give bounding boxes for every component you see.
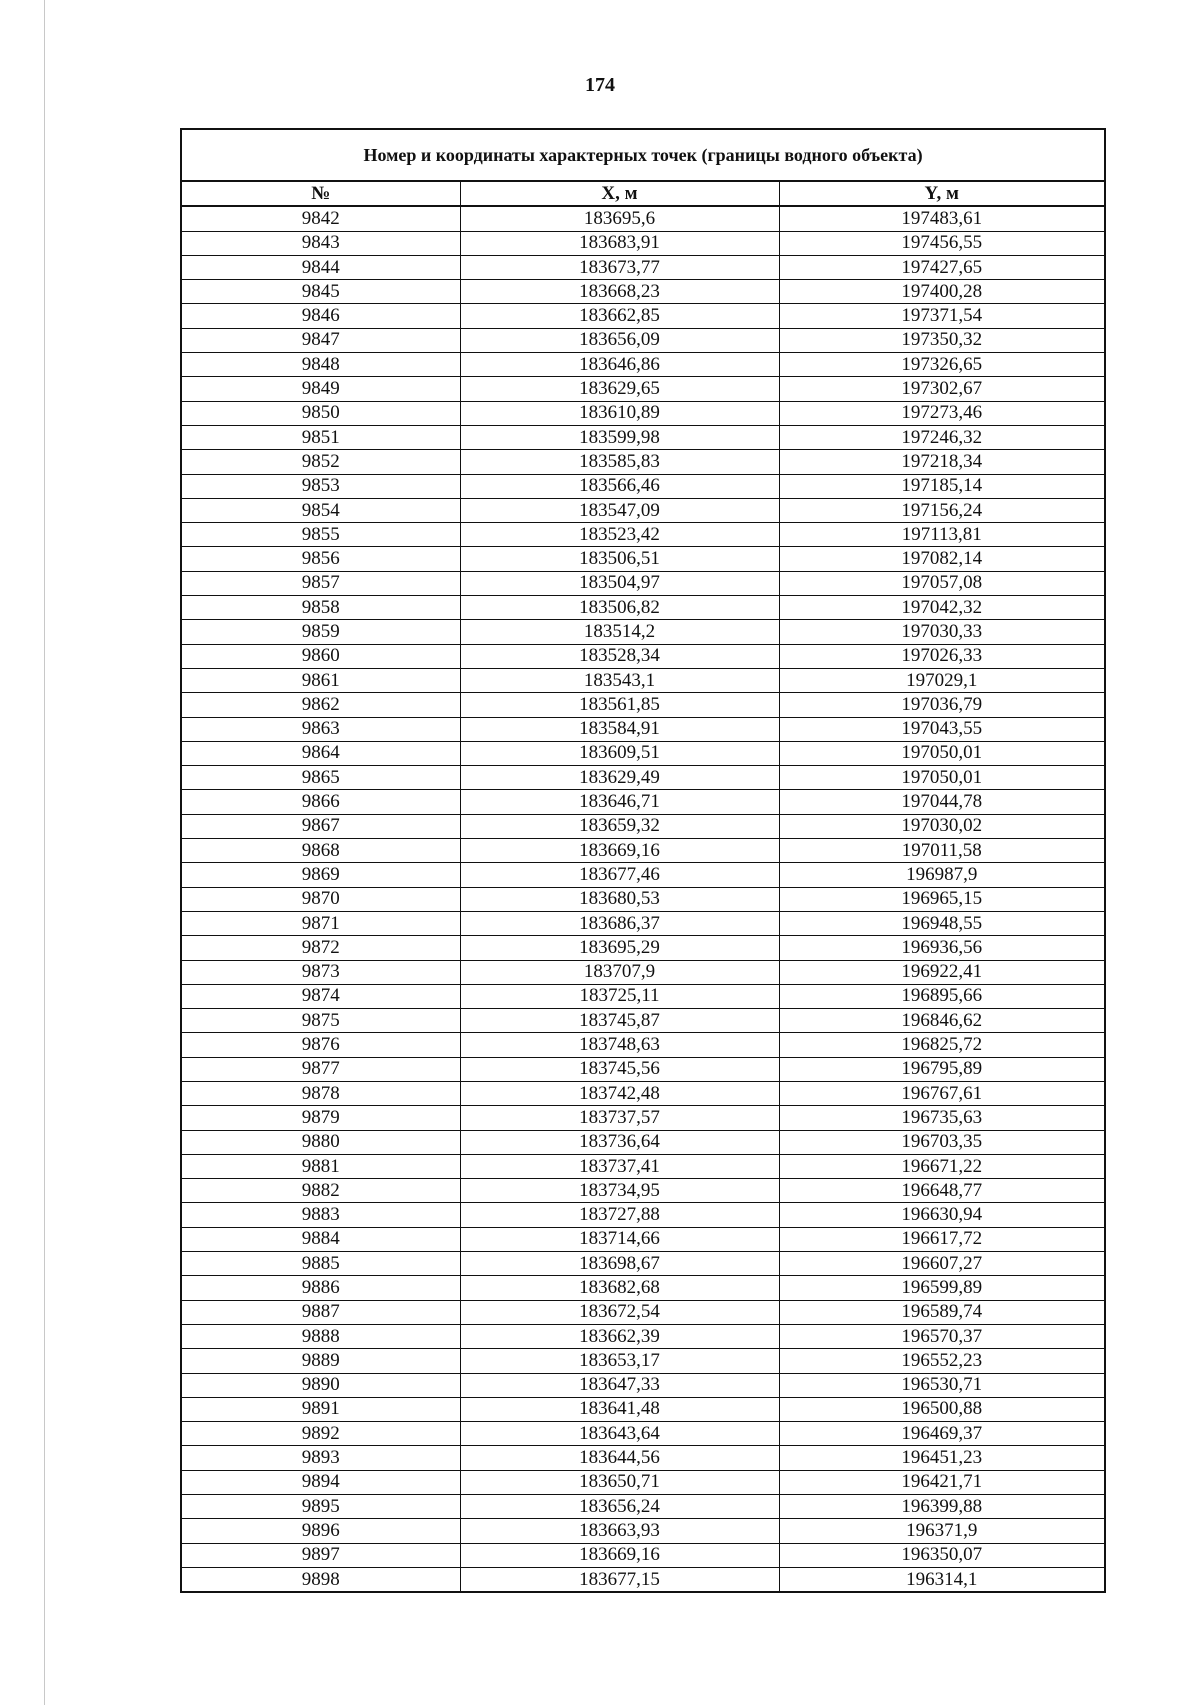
table-row <box>182 206 1104 231</box>
table-row <box>182 523 1104 547</box>
table-row <box>182 644 1104 668</box>
x-coordinate-cell: 183677,46 <box>460 863 779 887</box>
table-row <box>182 911 1104 935</box>
point-number-cell: 9871 <box>182 911 460 935</box>
x-coordinate-cell: 183662,85 <box>460 304 779 328</box>
y-coordinate-cell: 196825,72 <box>779 1033 1104 1057</box>
table-row <box>182 1154 1104 1178</box>
table-row <box>182 766 1104 790</box>
x-coordinate-cell: 183737,41 <box>460 1154 779 1178</box>
x-coordinate-cell: 183682,68 <box>460 1276 779 1300</box>
x-coordinate-cell: 183656,24 <box>460 1495 779 1519</box>
table-row <box>182 887 1104 911</box>
x-coordinate-cell: 183653,17 <box>460 1349 779 1373</box>
y-coordinate-cell: 197050,01 <box>779 766 1104 790</box>
x-coordinate-cell: 183610,89 <box>460 401 779 425</box>
x-coordinate-cell: 183566,46 <box>460 474 779 498</box>
table-row <box>182 255 1104 279</box>
point-number-cell: 9896 <box>182 1519 460 1543</box>
y-coordinate-cell: 197246,32 <box>779 425 1104 449</box>
point-number-cell: 9898 <box>182 1567 460 1591</box>
x-coordinate-cell: 183668,23 <box>460 280 779 304</box>
point-number-cell: 9848 <box>182 353 460 377</box>
table-row <box>182 814 1104 838</box>
table-row <box>182 1397 1104 1421</box>
y-coordinate-cell: 196350,07 <box>779 1543 1104 1567</box>
y-coordinate-cell: 196767,61 <box>779 1081 1104 1105</box>
point-number-cell: 9890 <box>182 1373 460 1397</box>
table-row <box>182 1106 1104 1130</box>
table-row <box>182 839 1104 863</box>
table-row <box>182 596 1104 620</box>
point-number-cell: 9855 <box>182 523 460 547</box>
table-row <box>182 231 1104 255</box>
table-row <box>182 1470 1104 1494</box>
point-number-cell: 9893 <box>182 1446 460 1470</box>
x-coordinate-cell: 183737,57 <box>460 1106 779 1130</box>
y-coordinate-cell: 197030,02 <box>779 814 1104 838</box>
y-coordinate-cell: 196314,1 <box>779 1567 1104 1591</box>
x-coordinate-cell: 183547,09 <box>460 498 779 522</box>
x-coordinate-cell: 183662,39 <box>460 1324 779 1348</box>
y-coordinate-cell: 197483,61 <box>779 206 1104 231</box>
y-coordinate-cell: 196846,62 <box>779 1009 1104 1033</box>
header-number: № <box>182 182 460 206</box>
y-coordinate-cell: 196895,66 <box>779 984 1104 1008</box>
x-coordinate-cell: 183745,56 <box>460 1057 779 1081</box>
y-coordinate-cell: 197082,14 <box>779 547 1104 571</box>
point-number-cell: 9863 <box>182 717 460 741</box>
x-coordinate-cell: 183707,9 <box>460 960 779 984</box>
x-coordinate-cell: 183609,51 <box>460 741 779 765</box>
x-coordinate-cell: 183736,64 <box>460 1130 779 1154</box>
x-coordinate-cell: 183629,49 <box>460 766 779 790</box>
x-coordinate-cell: 183659,32 <box>460 814 779 838</box>
point-number-cell: 9875 <box>182 1009 460 1033</box>
y-coordinate-cell: 197011,58 <box>779 839 1104 863</box>
x-coordinate-cell: 183528,34 <box>460 644 779 668</box>
table-row <box>182 547 1104 571</box>
point-number-cell: 9868 <box>182 839 460 863</box>
point-number-cell: 9849 <box>182 377 460 401</box>
point-number-cell: 9876 <box>182 1033 460 1057</box>
point-number-cell: 9878 <box>182 1081 460 1105</box>
y-coordinate-cell: 197030,33 <box>779 620 1104 644</box>
table-row <box>182 693 1104 717</box>
table-row <box>182 450 1104 474</box>
y-coordinate-cell: 196671,22 <box>779 1154 1104 1178</box>
point-number-cell: 9843 <box>182 231 460 255</box>
point-number-cell: 9860 <box>182 644 460 668</box>
y-coordinate-cell: 197113,81 <box>779 523 1104 547</box>
point-number-cell: 9880 <box>182 1130 460 1154</box>
table-row <box>182 1276 1104 1300</box>
x-coordinate-cell: 183561,85 <box>460 693 779 717</box>
point-number-cell: 9852 <box>182 450 460 474</box>
table-row <box>182 1324 1104 1348</box>
point-number-cell: 9865 <box>182 766 460 790</box>
x-coordinate-cell: 183656,09 <box>460 328 779 352</box>
y-coordinate-cell: 197371,54 <box>779 304 1104 328</box>
table-row <box>182 790 1104 814</box>
point-number-cell: 9845 <box>182 280 460 304</box>
y-coordinate-cell: 196552,23 <box>779 1349 1104 1373</box>
y-coordinate-cell: 196599,89 <box>779 1276 1104 1300</box>
x-coordinate-cell: 183734,95 <box>460 1179 779 1203</box>
table-row <box>182 863 1104 887</box>
table-row <box>182 1203 1104 1227</box>
point-number-cell: 9881 <box>182 1154 460 1178</box>
y-coordinate-cell: 196617,72 <box>779 1227 1104 1251</box>
table-row <box>182 1057 1104 1081</box>
x-coordinate-cell: 183725,11 <box>460 984 779 1008</box>
table-row <box>182 936 1104 960</box>
table-row <box>182 1446 1104 1470</box>
point-number-cell: 9858 <box>182 596 460 620</box>
y-coordinate-cell: 196570,37 <box>779 1324 1104 1348</box>
y-coordinate-cell: 196607,27 <box>779 1252 1104 1276</box>
x-coordinate-cell: 183647,33 <box>460 1373 779 1397</box>
y-coordinate-cell: 197156,24 <box>779 498 1104 522</box>
table-row <box>182 571 1104 595</box>
x-coordinate-cell: 183727,88 <box>460 1203 779 1227</box>
table-row <box>182 304 1104 328</box>
x-coordinate-cell: 183646,71 <box>460 790 779 814</box>
x-coordinate-cell: 183669,16 <box>460 1543 779 1567</box>
y-coordinate-cell: 196735,63 <box>779 1106 1104 1130</box>
y-coordinate-cell: 197043,55 <box>779 717 1104 741</box>
header-y: Y, м <box>779 182 1104 206</box>
point-number-cell: 9889 <box>182 1349 460 1373</box>
point-number-cell: 9856 <box>182 547 460 571</box>
table-row <box>182 1033 1104 1057</box>
point-number-cell: 9854 <box>182 498 460 522</box>
x-coordinate-cell: 183663,93 <box>460 1519 779 1543</box>
table-row <box>182 1227 1104 1251</box>
y-coordinate-cell: 197218,34 <box>779 450 1104 474</box>
x-coordinate-cell: 183523,42 <box>460 523 779 547</box>
table-title: Номер и координаты характерных точек (границы водного объекта) <box>182 130 1104 182</box>
x-coordinate-cell: 183644,56 <box>460 1446 779 1470</box>
table-row <box>182 1495 1104 1519</box>
x-coordinate-cell: 183677,15 <box>460 1567 779 1591</box>
x-coordinate-cell: 183695,29 <box>460 936 779 960</box>
x-coordinate-cell: 183641,48 <box>460 1397 779 1421</box>
table-row <box>182 1543 1104 1567</box>
y-coordinate-cell: 197273,46 <box>779 401 1104 425</box>
point-number-cell: 9874 <box>182 984 460 1008</box>
table-row <box>182 1009 1104 1033</box>
point-number-cell: 9870 <box>182 887 460 911</box>
point-number-cell: 9846 <box>182 304 460 328</box>
x-coordinate-cell: 183584,91 <box>460 717 779 741</box>
table-row <box>182 717 1104 741</box>
header-x: Х, м <box>460 182 779 206</box>
y-coordinate-cell: 197036,79 <box>779 693 1104 717</box>
point-number-cell: 9882 <box>182 1179 460 1203</box>
x-coordinate-cell: 183745,87 <box>460 1009 779 1033</box>
x-coordinate-cell: 183683,91 <box>460 231 779 255</box>
point-number-cell: 9895 <box>182 1495 460 1519</box>
y-coordinate-cell: 196589,74 <box>779 1300 1104 1324</box>
table-row <box>182 1300 1104 1324</box>
table-row <box>182 1349 1104 1373</box>
y-coordinate-cell: 197042,32 <box>779 596 1104 620</box>
table-row <box>182 960 1104 984</box>
y-coordinate-cell: 197185,14 <box>779 474 1104 498</box>
y-coordinate-cell: 196630,94 <box>779 1203 1104 1227</box>
x-coordinate-cell: 183599,98 <box>460 425 779 449</box>
x-coordinate-cell: 183672,54 <box>460 1300 779 1324</box>
table-body <box>182 206 1104 1591</box>
y-coordinate-cell: 197400,28 <box>779 280 1104 304</box>
x-coordinate-cell: 183695,6 <box>460 206 779 231</box>
y-coordinate-cell: 196469,37 <box>779 1422 1104 1446</box>
table-row <box>182 425 1104 449</box>
coordinates-table <box>182 182 1104 1592</box>
y-coordinate-cell: 197044,78 <box>779 790 1104 814</box>
point-number-cell: 9861 <box>182 668 460 692</box>
point-number-cell: 9879 <box>182 1106 460 1130</box>
x-coordinate-cell: 183748,63 <box>460 1033 779 1057</box>
y-coordinate-cell: 196530,71 <box>779 1373 1104 1397</box>
x-coordinate-cell: 183673,77 <box>460 255 779 279</box>
coordinates-table-frame <box>180 128 1106 1593</box>
y-coordinate-cell: 196451,23 <box>779 1446 1104 1470</box>
point-number-cell: 9886 <box>182 1276 460 1300</box>
table-row <box>182 1252 1104 1276</box>
y-coordinate-cell: 197057,08 <box>779 571 1104 595</box>
table-row <box>182 741 1104 765</box>
x-coordinate-cell: 183686,37 <box>460 911 779 935</box>
point-number-cell: 9864 <box>182 741 460 765</box>
x-coordinate-cell: 183669,16 <box>460 839 779 863</box>
table-row <box>182 1519 1104 1543</box>
y-coordinate-cell: 196795,89 <box>779 1057 1104 1081</box>
y-coordinate-cell: 197029,1 <box>779 668 1104 692</box>
y-coordinate-cell: 197350,32 <box>779 328 1104 352</box>
point-number-cell: 9877 <box>182 1057 460 1081</box>
table-row <box>182 1081 1104 1105</box>
table-row <box>182 1179 1104 1203</box>
y-coordinate-cell: 196703,35 <box>779 1130 1104 1154</box>
y-coordinate-cell: 196948,55 <box>779 911 1104 935</box>
point-number-cell: 9857 <box>182 571 460 595</box>
point-number-cell: 9842 <box>182 206 460 231</box>
x-coordinate-cell: 183543,1 <box>460 668 779 692</box>
point-number-cell: 9891 <box>182 1397 460 1421</box>
point-number-cell: 9894 <box>182 1470 460 1494</box>
table-row <box>182 668 1104 692</box>
point-number-cell: 9847 <box>182 328 460 352</box>
table-row <box>182 498 1104 522</box>
table-row <box>182 1130 1104 1154</box>
x-coordinate-cell: 183506,82 <box>460 596 779 620</box>
y-coordinate-cell: 197026,33 <box>779 644 1104 668</box>
point-number-cell: 9859 <box>182 620 460 644</box>
table-row <box>182 474 1104 498</box>
x-coordinate-cell: 183646,86 <box>460 353 779 377</box>
point-number-cell: 9897 <box>182 1543 460 1567</box>
table-row <box>182 1567 1104 1591</box>
y-coordinate-cell: 196922,41 <box>779 960 1104 984</box>
y-coordinate-cell: 197302,67 <box>779 377 1104 401</box>
point-number-cell: 9862 <box>182 693 460 717</box>
y-coordinate-cell: 196421,71 <box>779 1470 1104 1494</box>
table-row <box>182 328 1104 352</box>
x-coordinate-cell: 183585,83 <box>460 450 779 474</box>
x-coordinate-cell: 183629,65 <box>460 377 779 401</box>
point-number-cell: 9850 <box>182 401 460 425</box>
point-number-cell: 9853 <box>182 474 460 498</box>
table-row <box>182 353 1104 377</box>
point-number-cell: 9866 <box>182 790 460 814</box>
table-row <box>182 1373 1104 1397</box>
y-coordinate-cell: 196965,15 <box>779 887 1104 911</box>
y-coordinate-cell: 196500,88 <box>779 1397 1104 1421</box>
y-coordinate-cell: 196936,56 <box>779 936 1104 960</box>
x-coordinate-cell: 183514,2 <box>460 620 779 644</box>
y-coordinate-cell: 197427,65 <box>779 255 1104 279</box>
point-number-cell: 9872 <box>182 936 460 960</box>
point-number-cell: 9892 <box>182 1422 460 1446</box>
x-coordinate-cell: 183643,64 <box>460 1422 779 1446</box>
table-row <box>182 984 1104 1008</box>
point-number-cell: 9884 <box>182 1227 460 1251</box>
y-coordinate-cell: 196399,88 <box>779 1495 1104 1519</box>
point-number-cell: 9873 <box>182 960 460 984</box>
x-coordinate-cell: 183504,97 <box>460 571 779 595</box>
table-row <box>182 620 1104 644</box>
y-coordinate-cell: 197326,65 <box>779 353 1104 377</box>
point-number-cell: 9851 <box>182 425 460 449</box>
header-row <box>182 182 1104 206</box>
point-number-cell: 9885 <box>182 1252 460 1276</box>
point-number-cell: 9883 <box>182 1203 460 1227</box>
table-row <box>182 377 1104 401</box>
y-coordinate-cell: 197456,55 <box>779 231 1104 255</box>
y-coordinate-cell: 196648,77 <box>779 1179 1104 1203</box>
table-row <box>182 401 1104 425</box>
point-number-cell: 9887 <box>182 1300 460 1324</box>
table-row <box>182 1422 1104 1446</box>
y-coordinate-cell: 197050,01 <box>779 741 1104 765</box>
x-coordinate-cell: 183506,51 <box>460 547 779 571</box>
point-number-cell: 9869 <box>182 863 460 887</box>
page-number: 174 <box>585 74 615 96</box>
x-coordinate-cell: 183742,48 <box>460 1081 779 1105</box>
y-coordinate-cell: 196987,9 <box>779 863 1104 887</box>
scan-edge-line <box>44 0 45 1705</box>
point-number-cell: 9844 <box>182 255 460 279</box>
point-number-cell: 9888 <box>182 1324 460 1348</box>
y-coordinate-cell: 196371,9 <box>779 1519 1104 1543</box>
x-coordinate-cell: 183714,66 <box>460 1227 779 1251</box>
x-coordinate-cell: 183698,67 <box>460 1252 779 1276</box>
point-number-cell: 9867 <box>182 814 460 838</box>
table-row <box>182 280 1104 304</box>
x-coordinate-cell: 183680,53 <box>460 887 779 911</box>
x-coordinate-cell: 183650,71 <box>460 1470 779 1494</box>
